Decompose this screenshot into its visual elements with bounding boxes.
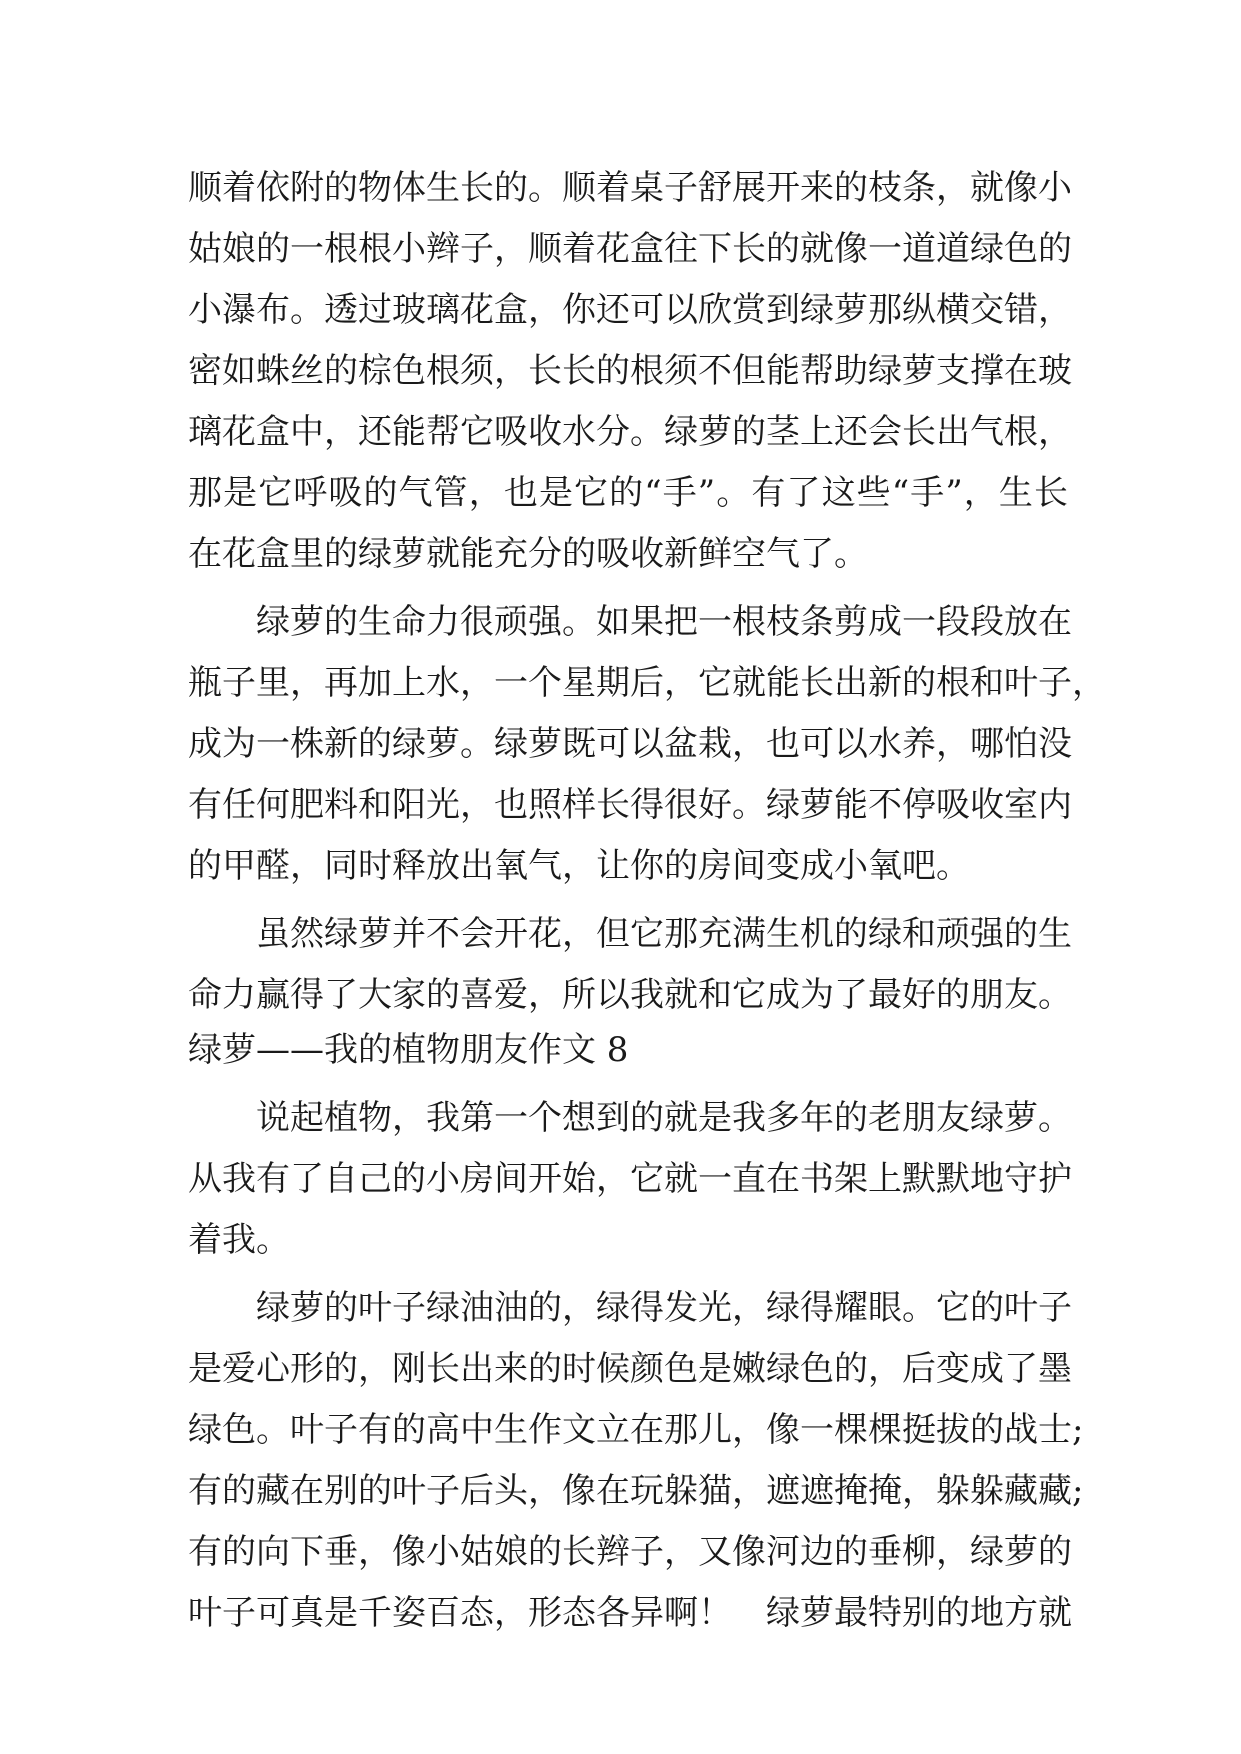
text-line: 命力赢得了大家的喜爱，所以我就和它成为了最好的朋友。 xyxy=(188,975,1072,1015)
text-line: 在花盒里的绿萝就能充分的吸收新鲜空气了。 xyxy=(188,534,868,574)
text-line: 密如蛛丝的棕色根须，长长的根须不但能帮助绿萝支撑在玻 xyxy=(188,351,1072,391)
text-line: 是爱心形的，刚长出来的时候颜色是嫩绿色的，后变成了墨 xyxy=(188,1349,1072,1389)
text-line: 有的向下垂，像小姑娘的长辫子，又像河边的垂柳，绿萝的 xyxy=(188,1532,1072,1572)
text-line: 绿萝的生命力很顽强。如果把一根枝条剪成一段段放在 xyxy=(256,602,1072,642)
text-line: 成为一株新的绿萝。绿萝既可以盆栽，也可以水养，哪怕没 xyxy=(188,724,1072,764)
text-line: 虽然绿萝并不会开花，但它那充满生机的绿和顽强的生 xyxy=(256,914,1072,954)
text-line: 的甲醛，同时释放出氧气，让你的房间变成小氧吧。 xyxy=(188,846,970,886)
text-line: 姑娘的一根根小辫子，顺着花盒往下长的就像一道道绿色的 xyxy=(188,229,1072,269)
text-line: 有任何肥料和阳光，也照样长得很好。绿萝能不停吸收室内 xyxy=(188,785,1072,825)
text-line: 着我。 xyxy=(188,1220,290,1260)
text-line: 绿萝的叶子绿油油的，绿得发光，绿得耀眼。它的叶子 xyxy=(256,1288,1072,1328)
text-line: 那是它呼吸的气管，也是它的“手”。有了这些“手”，生长 xyxy=(188,473,1068,513)
text-line: 瓶子里，再加上水，一个星期后，它就能长出新的根和叶子， xyxy=(188,663,1106,703)
text-line: 绿色。叶子有的高中生作文立在那儿，像一棵棵挺拔的战士; xyxy=(188,1410,1084,1450)
text-line: 璃花盒中，还能帮它吸收水分。绿萝的茎上还会长出气根， xyxy=(188,412,1072,452)
text-line: 说起植物，我第一个想到的就是我多年的老朋友绿萝。 xyxy=(256,1098,1072,1138)
section-heading: 绿萝——我的植物朋友作文 8 xyxy=(188,1030,629,1070)
text-line: 顺着依附的物体生长的。顺着桌子舒展开来的枝条，就像小 xyxy=(188,168,1072,208)
text-line: 叶子可真是千姿百态，形态各异啊！ 绿萝最特别的地方就 xyxy=(188,1593,1072,1633)
text-line: 有的藏在别的叶子后头，像在玩躲猫，遮遮掩掩，躲躲藏藏; xyxy=(188,1471,1084,1511)
text-line: 小瀑布。透过玻璃花盒，你还可以欣赏到绿萝那纵横交错， xyxy=(188,290,1072,330)
text-line: 从我有了自己的小房间开始，它就一直在书架上默默地守护 xyxy=(188,1159,1072,1199)
